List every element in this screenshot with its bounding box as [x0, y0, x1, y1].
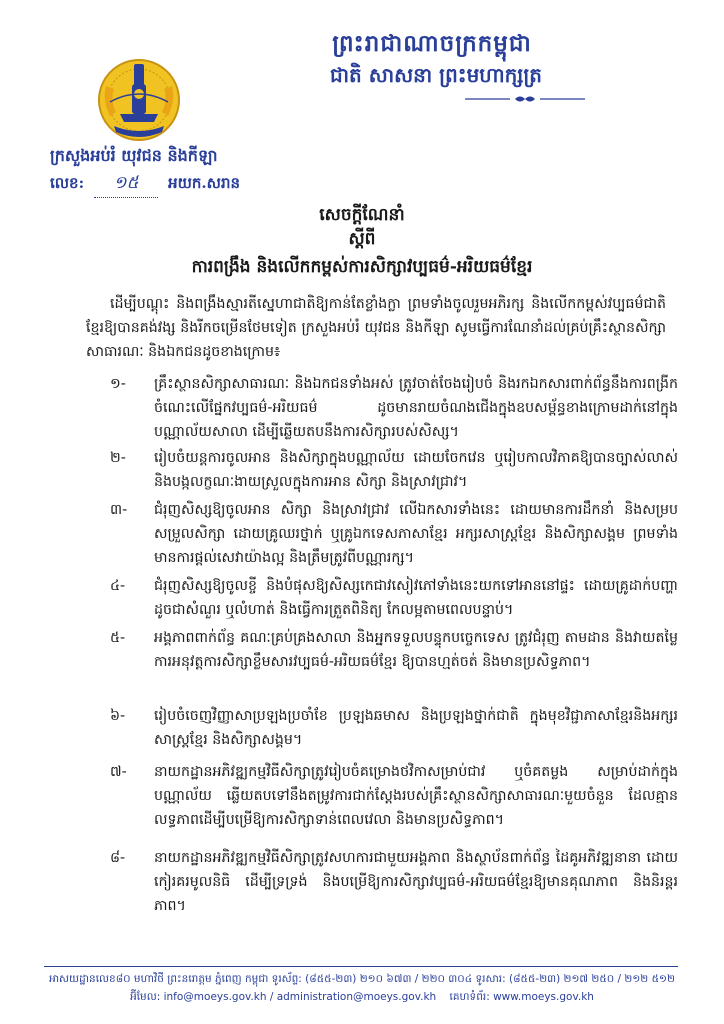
list-item: [110, 574, 678, 622]
reference-line: [50, 172, 240, 198]
item-number: ៥-: [110, 630, 126, 646]
intro-paragraph: ដើម្បីបណ្តុះ និងពង្រឹងស្មារតីស្នេហាជាតិឱ្យកាន់តែខ្លាំងក្លា ព្រមទាំងចូលរួមអភិរក្ស និងលើកកម្ពស់វប្បធម៌ជាតិខ្មែរឱ្យបានគង់វង្ស និងរីកចម្រើនថែមទៀត ក្រសួងអប់រំ យុវជន និងកីឡា សូមធ្វើការណែនាំដល់គ្រប់គ្រឹះស្ថានសិក្សាសាធារណៈ និងឯកជនដូចខាងក្រោម៖: [86, 296, 666, 360]
item-text: នាយកដ្ឋានអភិវឌ្ឍកម្មវិធីសិក្សាត្រូវសហការជាមួយអង្គភាព និងស្ថាប័នពាក់ព័ន្ធ ដៃគូអភិវឌ្ឍនានា ដោយកៀរគរមូលនិធិ ដើម្បីទ្រទ្រង់ និងបម្រើឱ្យការសិក្សាវប្បធម៌-អរិយធម៌ខ្មែរឱ្យមានគុណភាព និងនិរន្តរភាព។: [154, 850, 678, 914]
item-text: ជំរុញសិស្សឱ្យចូលខ្ចី និងបំផុសឱ្យសិស្សកេជាវសៀវភៅទាំងនេះយកទៅអាននៅផ្ទះ ដោយគ្រូដាក់បញ្ហា ដូចជាសំណួរ ឬលំហាត់ និងធ្វើការត្រួតពិនិត្យ កែលម្អតាមពេលបន្ទាប់។: [154, 578, 678, 618]
kingdom-heading: ព្រះរាជាណាចក្រកម្ពុជា: [332, 30, 532, 57]
item-number: ៧-: [110, 764, 127, 780]
item-text: នាយកដ្ឋានអភិវឌ្ឍកម្មវិធីសិក្សាត្រូវរៀបចំគម្រោងថវិកាសម្រាប់ជាវ ឬចំគតម្លង សម្រាប់ដាក់ក្នុងបណ្ណាល័យ ឆ្លើយតបទៅនឹងតម្រូវការជាក់ស្តែងរបស់គ្រឹះស្ថានសិក្សាសាធារណៈមួយចំនួន ដែលគ្មានលទ្ធភាពដើម្បីបម្រើឱ្យការសិក្សាទាន់ពេលវេលា និងមានប្រសិទ្ធភាព។: [154, 764, 678, 828]
email-addresses: info@moeys.gov.kh / administration@moeys.gov.kh: [163, 991, 437, 1003]
item-text: រៀបចំចេញវិញ្ញាសាប្រឡងប្រចាំខែ ប្រឡងឆមាស និងប្រឡងថ្នាក់ជាតិ ក្នុងមុខវិជ្ជាភាសាខ្មែរនិងអក្សរសាស្ត្រខ្មែរ និងសិក្សាសង្គម។: [154, 708, 678, 748]
reference-label: លេខ:: [50, 174, 85, 192]
item-text: គ្រឹះស្ថានសិក្សាសាធារណៈ និងឯកជនទាំងអស់ ត្រូវចាត់ចែងរៀបចំ និងរកឯកសារពាក់ព័ន្ធនឹងការពង្រីកចំណេះលើផ្នែកវប្បធម៌-អរិយធម៌ ដូចមានរាយចំណងជើងក្នុងឧបសម្ព័ន្ធខាងក្រោមដាក់នៅក្នុងបណ្ណាល័យសាលា ដើម្បីឆ្លើយតបនឹងការសិក្សារបស់សិស្ស។: [154, 376, 678, 440]
list-item: [110, 626, 678, 674]
document-type-title: សេចក្តីណែនាំ: [319, 205, 405, 225]
list-item: [110, 446, 678, 494]
item-number: ១-: [110, 376, 126, 392]
ministry-name: ក្រសួងអប់រំ យុវជន និងកីឡា: [50, 146, 218, 165]
list-item: [110, 846, 678, 918]
item-number: ៦-: [110, 708, 126, 724]
list-item: [110, 760, 678, 832]
item-number: ៤-: [110, 578, 126, 594]
list-item: [110, 704, 678, 752]
item-number: ៨-: [110, 850, 126, 866]
footer-address: អាសយដ្ឋានលេខ៨០ មហាវិថី ព្រះនរោត្តម ភ្នំពេញ កម្ពុជា ទូរស័ព្ទ: (៨៥៥-២៣) ២១០ ៦៧៣ / ២២០ ៣០៤ ទូរសារ: (៨៥៥-២៣) ២១៧ ២៥០ / ២១២ ៥១២: [49, 973, 675, 985]
item-text: រៀបចំយន្តការចូលអាន និងសិក្សាក្នុងបណ្ណាល័យ ដោយចែកវេន ឬរៀបកាលវិភាគឱ្យបានច្បាស់លាស់ និងបង្កលក្ខណៈងាយស្រួលក្នុងការអាន សិក្សា និងស្រាវជ្រាវ។: [154, 450, 678, 490]
email-label: អ៊ីមែល:: [130, 991, 161, 1003]
list-item: [110, 372, 678, 444]
reference-department: អយក.សរាន: [168, 174, 240, 192]
item-number: ២-: [110, 450, 126, 466]
item-text: ជំរុញសិស្សឱ្យចូលអាន សិក្សា និងស្រាវជ្រាវ លើឯកសារទាំងនេះ ដោយមានការដឹកនាំ និងសម្របសម្រួលសិក្សា ដោយគ្រូឈរថ្នាក់ ឬគ្រូឯកទេសភាសាខ្មែរ អក្សរសាស្ត្រខ្មែរ និងសិក្សាសង្គម ព្រមទាំងមានការផ្តល់សេវាយ៉ាងល្អ និងត្រឹមត្រូវពីបណ្ណារក្ស។: [154, 502, 678, 566]
document-subject: ការពង្រឹង និងលើកកម្ពស់ការសិក្សាវប្បធម៌-អរិយធម៌ខ្មែរ: [191, 257, 533, 277]
ornament-divider-icon: [465, 94, 585, 104]
item-number: ៣-: [110, 502, 128, 518]
national-motto: ជាតិ សាសនា ព្រះមហាក្សត្រ: [330, 63, 542, 87]
footer-divider: [44, 966, 678, 967]
website-link[interactable]: www.moeys.gov.kh: [493, 991, 594, 1003]
item-text: អង្គភាពពាក់ព័ន្ធ គណៈគ្រប់គ្រងសាលា និងអ្នកទទួលបន្ទុកបច្ចេកទេស ត្រូវជំរុញ តាមដាន និងវាយតម្លៃការអនុវត្តការសិក្សាខ្លឹមសារវប្បធម៌-អរិយធម៌ខ្មែរ ឱ្យបានហ្មត់ចត់ និងមានប្រសិទ្ធភាព។: [154, 630, 678, 670]
subject-label: ស្តីពី: [348, 229, 376, 249]
list-item: [110, 498, 678, 570]
reference-number: ១៥: [94, 172, 158, 198]
footer-contacts: [0, 991, 724, 1006]
website-label: គេហទំព័រ:: [449, 991, 490, 1003]
